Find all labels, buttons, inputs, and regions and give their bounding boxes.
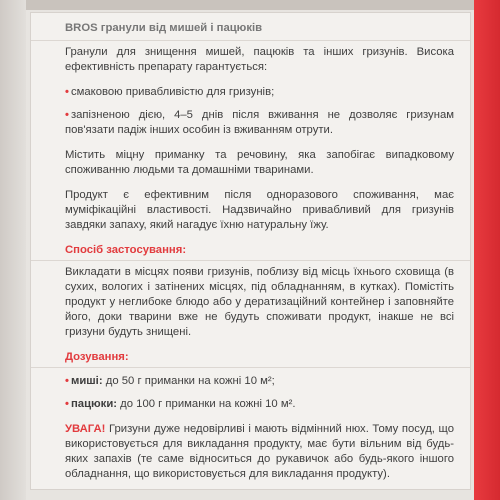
title-divider: [31, 40, 470, 41]
warning-text: Гризуни дуже недовірливі і мають відмінний нюх. Тому посуд, що використовується для викладання продукту, має бути вільним від будь-яких запахів (те саме відноситься до рукавичок або будь-якого іншого обладнання, що використовується для викладання продукту).: [65, 423, 454, 480]
bullet-item: [65, 108, 454, 138]
usage-heading: Спосіб застосування:: [65, 244, 187, 256]
bullet-item: [65, 85, 454, 100]
dosage-label: миші:: [70, 375, 103, 387]
usage-divider: [31, 260, 470, 261]
bait-paragraph: Містить міцну приманку та речовину, яка запобігає випадковому споживанню людьми та домашніми тваринами.: [65, 149, 454, 176]
dosage-text: до 50 г приманки на кожні 10 м²;: [102, 375, 275, 387]
dosage-heading: Дозування:: [65, 351, 129, 363]
product-title: BROS гранули від мишей і пацюків: [65, 22, 263, 34]
bullet-dot-icon: •: [65, 398, 69, 410]
effect-paragraph: Продукт є ефективним після одноразового споживання, має муміфікаційні властивості. Надзвичайно привабливий для гризунів завдяки запаху, який нагадує їхню натуральну їжу.: [65, 189, 454, 231]
bullet-dot-icon: •: [65, 375, 69, 387]
label-panel: [30, 12, 471, 490]
dosage-item-rats: [65, 397, 454, 412]
top-strip: [0, 0, 500, 10]
warning-label: УВАГА!: [65, 423, 106, 435]
dosage-label: пацюки:: [70, 398, 118, 410]
bullet-text: запізненою дією, 4–5 днів після вживання не дозволяє гризунам пов'язати падіж інших особин із вживанням отрути.: [65, 109, 454, 136]
bullet-text: смаковою привабливістю для гризунів;: [70, 86, 275, 98]
package-left-edge: [0, 0, 26, 500]
dosage-text: до 100 г приманки на кожні 10 м².: [117, 398, 296, 410]
warning-paragraph: [65, 422, 454, 482]
bullet-dot-icon: •: [65, 109, 69, 121]
dosage-divider: [31, 367, 470, 368]
usage-text: Викладати в місцях появи гризунів, поблизу від місць їхнього сховища (в сухих, вологих і затінених місцях, під обладнанням, в кутках). Помістіть продукт у неглибоке блюдо або у дератизаційний контейнер і заповняйте його, доки тварини вже не будуть споживати продукт, інакше не всі гризуни будуть знищені.: [65, 266, 454, 338]
intro-text: Гранули для знищення мишей, пацюків та інших гризунів. Висока ефективність препарату гарантується:: [65, 46, 454, 73]
dosage-item-mice: [65, 374, 454, 389]
red-side-band: [474, 0, 500, 500]
bullet-dot-icon: •: [65, 86, 69, 98]
